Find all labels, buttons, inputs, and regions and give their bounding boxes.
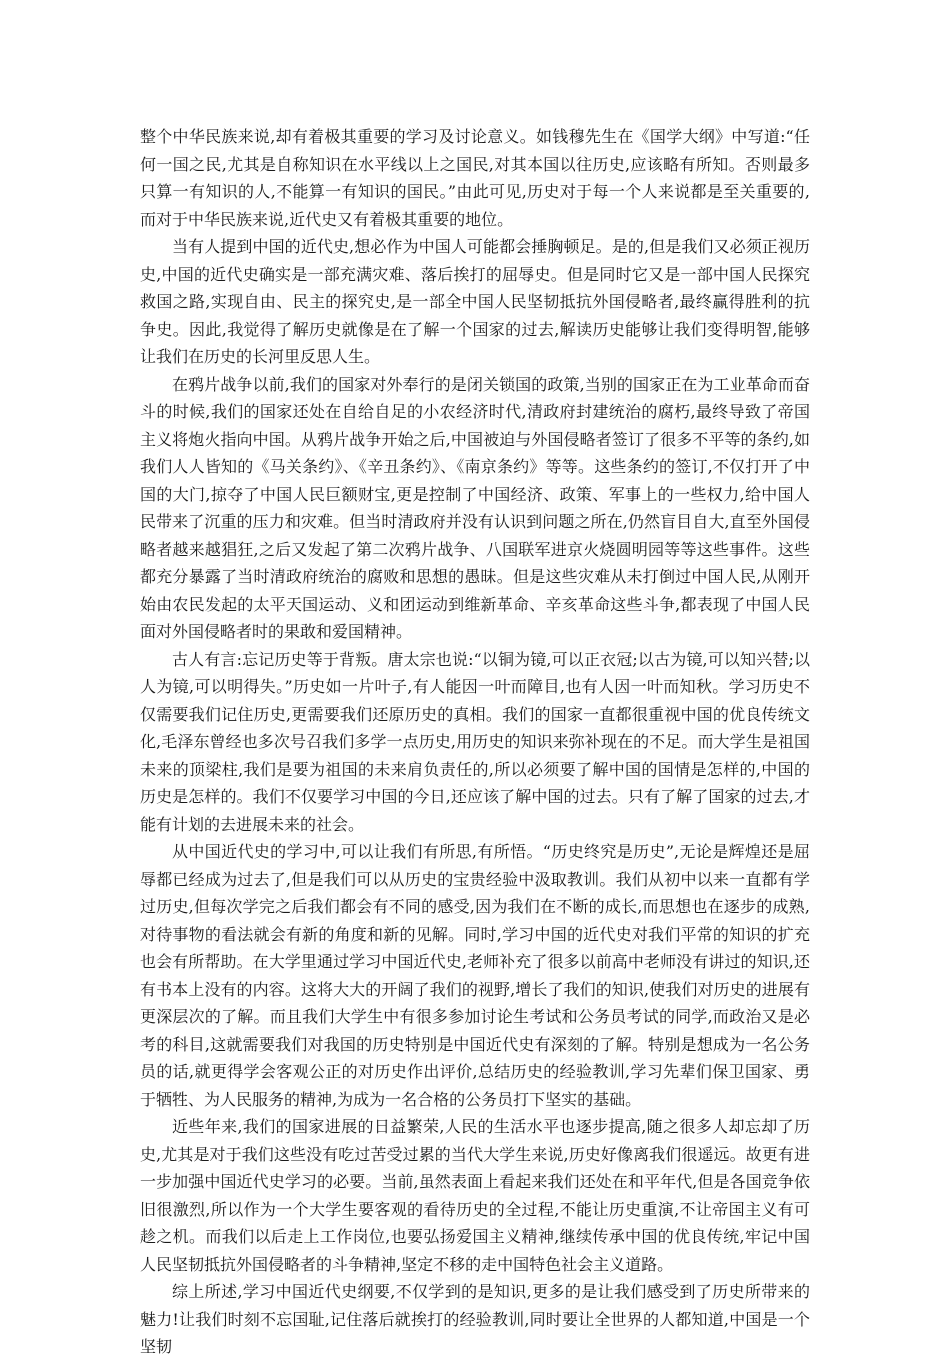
document-body: [140, 123, 810, 1361]
paragraph-recent-years: 近些年来,我们的国家进展的日益繁荣,人民的生活水平也逐步提高,随之很多人却忘却了历史,尤其是对于我们这些没有吃过苦受过累的当代大学生来说,历史好像离我们很遥远。故更有进一步加强中国近代史学习的必要。当前,虽然表面上看起来我们还处在和平年代,但是各国竞争依旧很激烈,所以作为一个大学生要客观的看待历史的全过程,不能让历史重演,不让帝国主义有可趁之机。而我们以后走上工作岗位,也要弘扬爱国主义精神,继续传承中国的优良传统,牢记中国人民坚韧抵抗外国侵略者的斗争精神,坚定不移的走中国特色社会主义道路。: [140, 1117, 810, 1274]
paragraph-modern-history-view: 当有人提到中国的近代史,想必作为中国人可能都会捶胸顿足。是的,但是我们又必须正视历史,中国的近代史确实是一部充满灾难、落后挨打的屈辱史。但是同时它又是一部中国人民探究救国之路,实现自由、民主的探究史,是一部全中国人民坚韧抵抗外国侵略者,最终赢得胜利的抗争史。因此,我觉得了解历史就像是在了解一个国家的过去,解读历史能够让我们变得明智,能够让我们在历史的长河里反思人生。: [140, 237, 810, 366]
paragraph-conclusion: 综上所述,学习中国近代史纲要,不仅学到的是知识,更多的是让我们感受到了历史所带来的魅力!让我们时刻不忘国耻,记住落后就挨打的经验教训,同时要让全世界的人都知道,中国是一个坚韧: [140, 1282, 810, 1356]
paragraph-opium-war: 在鸦片战争以前,我们的国家对外奉行的是闭关锁国的政策,当别的国家正在为工业革命而奋斗的时候,我们的国家还处在自给自足的小农经济时代,清政府封建统治的腐朽,最终导致了帝国主义将炮火指向中国。从鸦片战争开始之后,中国被迫与外国侵略者签订了很多不平等的条约,如我们人人皆知的《马关条约》、《辛丑条约》、《南京条约》等等。这些条约的签订,不仅打开了中国的大门,掠夺了中国人民巨额财宝,更是控制了中国经济、政策、军事上的一些权力,给中国人民带来了沉重的压力和灾难。但当时清政府并没有认识到问题之所在,仍然盲目自大,直至外国侵略者越来越猖狂,之后又发起了第二次鸦片战争、八国联军进京火烧圆明园等等这些事件。这些都充分暴露了当时清政府统治的腐败和思想的愚昧。但是这些灾难从未打倒过中国人民,从刚开始由农民发起的太平天国运动、义和团运动到维新革命、辛亥革命这些斗争,都表现了中国人民面对外国侵略者时的果敢和爱国精神。: [140, 374, 810, 641]
paragraph-forget-history: 古人有言:忘记历史等于背叛。唐太宗也说:“以铜为镜,可以正衣冠;以古为镜,可以知兴替;以人为镜,可以明得失。”历史如一片叶子,有人能因一叶而障目,也有人因一叶而知秋。学习历史不仅需要我们记住历史,更需要我们还原历史的真相。我们的国家一直都很重视中国的优良传统文化,毛泽东曾经也多次号召我们多学一点历史,用历史的知识来弥补现在的不足。而大学生是祖国未来的顶梁柱,我们是要为祖国的未来肩负责任的,所以必须要了解中国的国情是怎样的,中国的历史是怎样的。我们不仅要学习中国的今日,还应该了解中国的过去。只有了解了国家的过去,才能有计划的去进展未来的社会。: [140, 649, 810, 834]
paragraph-continuation: 整个中华民族来说,却有着极其重要的学习及讨论意义。如钱穆先生在《国学大纲》中写道:“任何一国之民,尤其是自称知识在水平线以上之国民,对其本国以往历史,应该略有所知。否则最多只算一有知识的人,不能算一有知识的国民。”由此可见,历史对于每一个人来说都是至关重要的,而对于中华民族来说,近代史又有着极其重要的地位。: [140, 127, 810, 229]
paragraph-learning-reflection: 从中国近代史的学习中,可以让我们有所思,有所悟。“历史终究是历史”,无论是辉煌还是屈辱都已经成为过去了,但是我们可以从历史的宝贵经验中汲取教训。我们从初中以来一直都有学过历史,但每次学完之后我们都会有不同的感受,因为我们在不断的成长,而思想也在逐步的成熟,对待事物的看法就会有新的角度和新的见解。同时,学习中国的近代史对我们平常的知识的扩充也会有所帮助。在大学里通过学习中国近代史,老师补充了很多以前高中老师没有讲过的知识,还有书本上没有的内容。这将大大的开阔了我们的视野,增长了我们的知识,使我们对历史的进展有更深层次的了解。而且我们大学生中有很多参加讨论生考试和公务员考试的同学,而政治又是必考的科目,这就需要我们对我国的历史特别是中国近代史有深刻的了解。特别是想成为一名公务员的话,就更得学会客观公正的对历史作出评价,总结历史的经验教训,学习先辈们保卫国家、勇于牺牲、为人民服务的精神,为成为一名合格的公务员打下坚实的基础。: [140, 842, 810, 1109]
